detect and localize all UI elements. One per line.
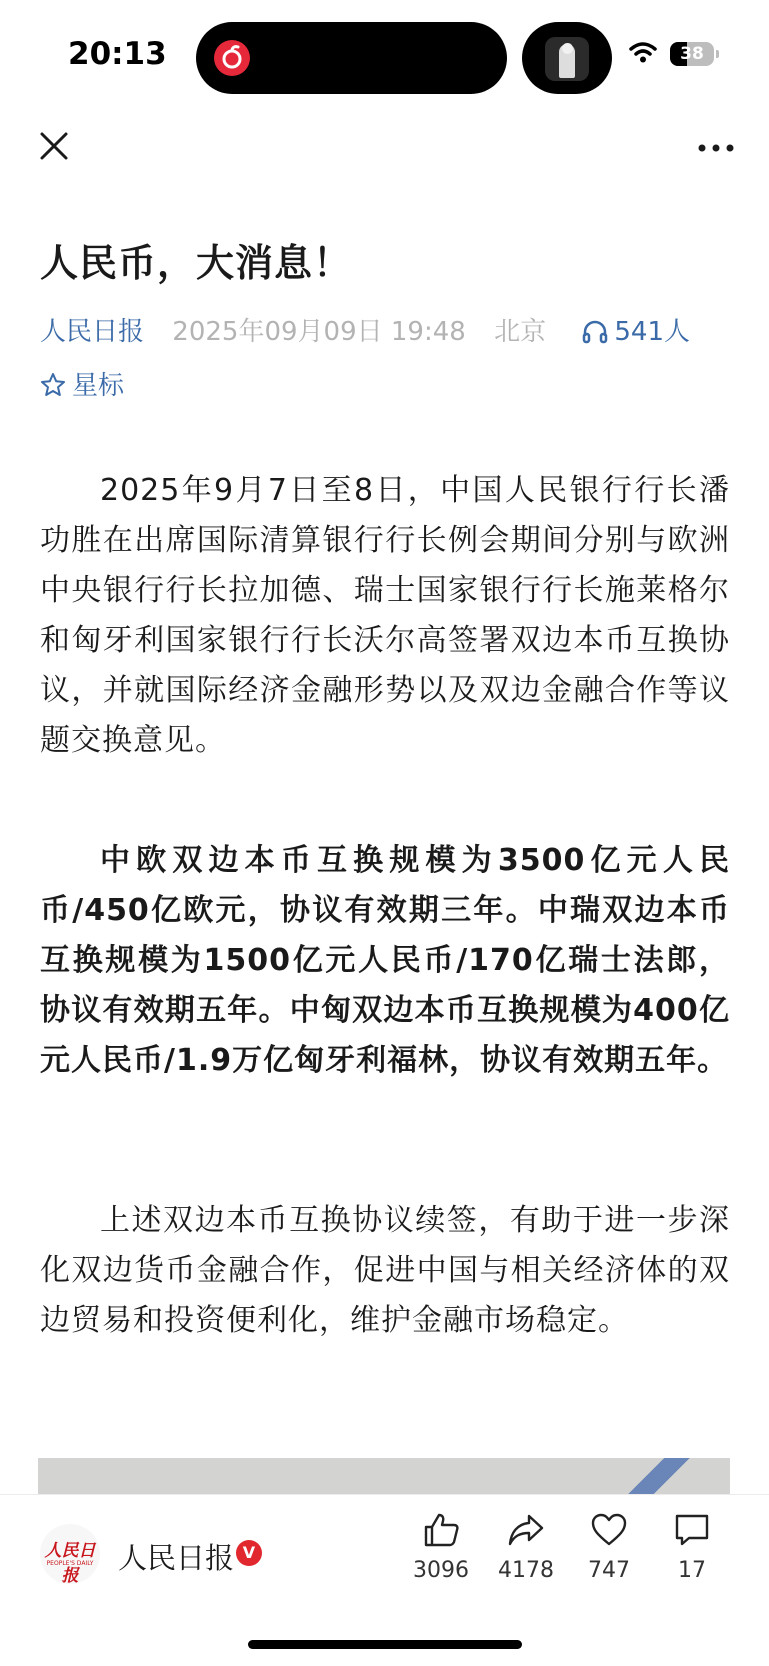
like-count: 3096: [413, 1558, 469, 1583]
publish-date: 2025年09月09日 19:48: [172, 317, 466, 347]
star-icon: [40, 372, 66, 398]
listen-button[interactable]: [582, 317, 690, 347]
now-playing-island[interactable]: [522, 22, 612, 94]
source-link[interactable]: 人民日报: [40, 317, 145, 347]
share-arrow-icon: [507, 1512, 545, 1548]
comment-icon: [673, 1512, 711, 1548]
logo-text: 人民日报: [44, 1541, 96, 1584]
share-count: 4178: [498, 1558, 554, 1583]
more-options-icon[interactable]: [696, 132, 736, 164]
listener-count: 541人: [614, 317, 690, 347]
star-button[interactable]: [40, 368, 124, 404]
article-paragraph-bold: 中欧双边本币互换规模为3500亿元人民币/450亿欧元，协议有效期三年。中瑞双边本币互换规模为1500亿元人民币/170亿瑞士法郎，协议有效期五年。中匈双边本币互换规模为400亿元人民币/1.9万亿匈牙利福林，协议有效期五年。: [40, 843, 730, 1078]
battery-icon: [670, 42, 714, 66]
dynamic-island[interactable]: [196, 22, 507, 94]
article-meta: [40, 312, 690, 352]
favorite-count: 747: [588, 1558, 630, 1583]
account-avatar[interactable]: [40, 1524, 100, 1584]
comment-count: 17: [678, 1558, 706, 1583]
article-paragraph: 2025年9月7日至8日，中国人民银行行长潘功胜在出席国际清算银行行长例会期间分别与欧洲中央银行行长拉加德、瑞士国家银行行长施莱格尔和匈牙利国家银行行长沃尔高签署双边本币互换协议，并就国际经济金融形势以及双边金融合作等议题交换意见。: [40, 473, 730, 758]
status-time: 20:13: [68, 36, 167, 72]
music-app-icon[interactable]: [214, 40, 250, 76]
wifi-icon: [628, 40, 658, 64]
favorite-button[interactable]: [569, 1512, 649, 1583]
like-button[interactable]: [401, 1512, 481, 1583]
album-art-icon: [545, 37, 589, 81]
publish-location: 北京: [494, 317, 547, 347]
article-paragraph: 上述双边本币互换协议续签，有助于进一步深化双边货币金融合作，促进中国与相关经济体的双边贸易和投资便利化，维护金融市场稳定。: [40, 1203, 730, 1338]
headphones-icon: [582, 320, 608, 344]
heart-icon: [590, 1512, 628, 1548]
star-label: 星标: [72, 371, 125, 401]
verified-badge: V: [236, 1540, 262, 1566]
home-indicator[interactable]: [248, 1640, 522, 1649]
article-title: 人民币，大消息！: [40, 241, 353, 285]
status-bar: [0, 0, 769, 110]
comment-button[interactable]: [652, 1512, 732, 1583]
thumbs-up-icon: [422, 1512, 460, 1548]
logo-subtext: PEOPLE'S DAILY: [46, 1560, 94, 1567]
share-button[interactable]: [486, 1512, 566, 1583]
battery-percent: 38: [680, 44, 704, 64]
account-name[interactable]: 人民日报: [118, 1541, 235, 1575]
close-icon[interactable]: [38, 130, 70, 162]
